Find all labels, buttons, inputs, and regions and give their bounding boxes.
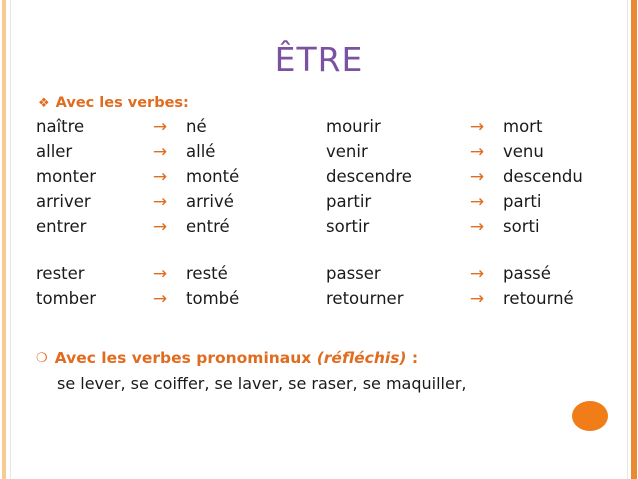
- bullet-two-label: Avec les verbes pronominaux: [54, 349, 317, 367]
- infinitive-left: arriver: [36, 192, 91, 211]
- participle-right: descendu: [503, 167, 583, 186]
- table-row: [36, 262, 596, 287]
- table-spacer-row: [36, 240, 596, 262]
- arrow-icon: →: [469, 264, 485, 284]
- infinitive-right: descendre: [326, 167, 412, 186]
- arrow-icon: →: [469, 192, 485, 212]
- infinitive-right: passer: [326, 264, 381, 283]
- participle-left: né: [186, 117, 207, 136]
- bullet-one-label: Avec les verbes:: [55, 95, 189, 111]
- infinitive-right: sortir: [326, 217, 370, 236]
- spacer-cell: [134, 240, 186, 262]
- bullet-two-suffix: :: [406, 349, 419, 367]
- arrow-icon: →: [152, 192, 168, 212]
- arrow-icon: →: [469, 167, 485, 187]
- orange-dot-decoration: [572, 401, 608, 431]
- participle-right: retourné: [503, 289, 574, 308]
- spacer-cell: [186, 240, 326, 262]
- page-title: ÊTRE: [274, 40, 364, 79]
- participle-right: mort: [503, 117, 543, 136]
- bullet-verbes-pronominaux: [36, 349, 418, 367]
- table-row: [36, 140, 596, 165]
- arrow-icon: →: [469, 142, 485, 162]
- table-row: [36, 215, 596, 240]
- circle-bullet-icon: ❍: [36, 351, 48, 366]
- infinitive-left: rester: [36, 264, 85, 283]
- arrow-icon: →: [152, 264, 168, 284]
- participle-right: venu: [503, 142, 544, 161]
- table-row: [36, 115, 596, 140]
- participle-left: monté: [186, 167, 240, 186]
- participle-left: resté: [186, 264, 228, 283]
- infinitive-right: venir: [326, 142, 368, 161]
- arrow-icon: →: [152, 142, 168, 162]
- arrow-icon: →: [469, 217, 485, 237]
- infinitive-left: tomber: [36, 289, 97, 308]
- arrow-icon: →: [152, 117, 168, 137]
- verb-table: [36, 115, 596, 312]
- arrow-icon: →: [152, 167, 168, 187]
- table-row: [36, 165, 596, 190]
- participle-left: arrivé: [186, 192, 234, 211]
- table-row: [36, 287, 596, 312]
- bullet-two-italic: (réfléchis): [316, 349, 407, 367]
- participle-left: entré: [186, 217, 230, 236]
- table-row: [36, 190, 596, 215]
- infinitive-left: monter: [36, 167, 97, 186]
- bullet-avec-les-verbes: [38, 95, 189, 111]
- participle-right: parti: [503, 192, 542, 211]
- infinitive-left: naître: [36, 117, 85, 136]
- diamond-bullet-icon: ❖: [38, 96, 50, 111]
- spacer-cell: [503, 240, 596, 262]
- spacer-cell: [451, 240, 503, 262]
- infinitive-left: aller: [36, 142, 73, 161]
- spacer-cell: [326, 240, 451, 262]
- arrow-icon: →: [469, 117, 485, 137]
- participle-left: tombé: [186, 289, 240, 308]
- participle-right: passé: [503, 264, 551, 283]
- spacer-cell: [36, 240, 134, 262]
- infinitive-right: retourner: [326, 289, 404, 308]
- arrow-icon: →: [152, 217, 168, 237]
- infinitive-right: mourir: [326, 117, 381, 136]
- pronominal-examples: se lever, se coiffer, se laver, se raser, se maquiller,: [57, 374, 467, 393]
- arrow-icon: →: [469, 289, 485, 309]
- participle-left: allé: [186, 142, 216, 161]
- arrow-icon: →: [152, 289, 168, 309]
- infinitive-left: entrer: [36, 217, 87, 236]
- participle-right: sorti: [503, 217, 540, 236]
- infinitive-right: partir: [326, 192, 372, 211]
